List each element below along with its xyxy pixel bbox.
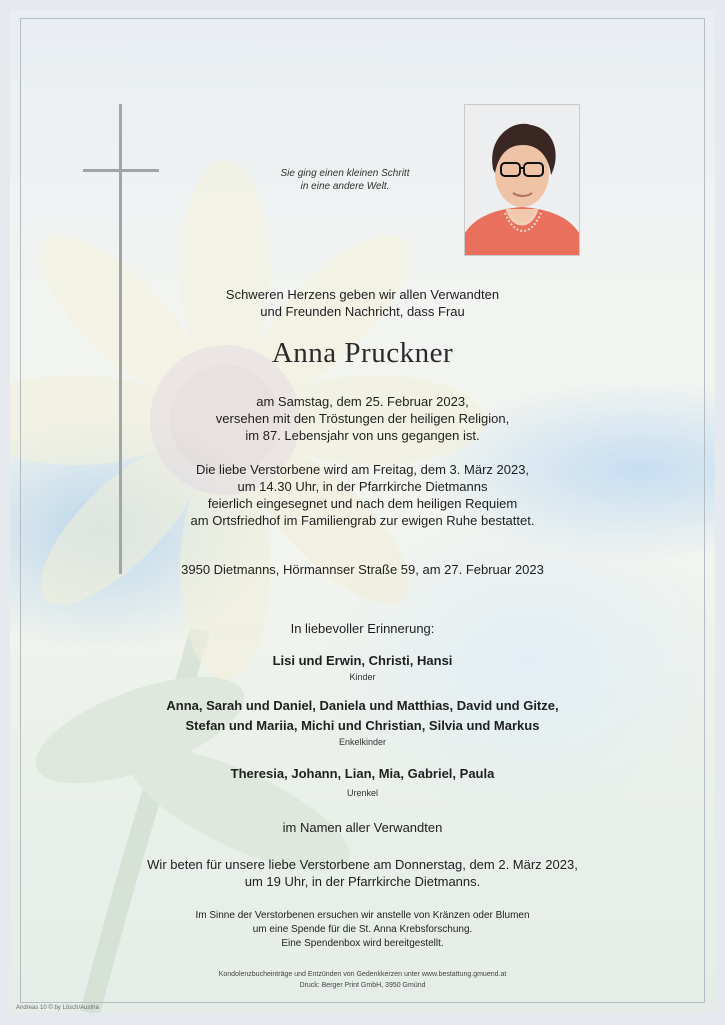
footer-info bbox=[10, 969, 715, 991]
prayer-info bbox=[10, 856, 715, 890]
children-label: Kinder bbox=[349, 672, 376, 682]
quote-line: Sie ging einen kleinen Schritt bbox=[280, 168, 410, 179]
donation-line: Im Sinne der Verstorbenen ersuchen wir anstelle von Kränzen oder Blumen bbox=[195, 910, 530, 921]
donation-line: Eine Spendenbox wird bereitgestellt. bbox=[281, 938, 444, 949]
grandchildren-names: Stefan und Mariia, Michi und Christian, Silvia und Markus bbox=[185, 718, 540, 733]
template-code: Andreas 10 © by Lösch/Austria bbox=[16, 1005, 99, 1011]
funeral-info-line: um 14.30 Uhr, in der Pfarrkirche Dietmanns bbox=[237, 479, 488, 494]
death-info-line: versehen mit den Tröstungen der heiligen Religion, bbox=[215, 411, 510, 426]
prayer-line: Wir beten für unsere liebe Verstorbene am Donnerstag, dem 2. März 2023, bbox=[147, 857, 578, 872]
great-grandchildren-label: Urenkel bbox=[346, 788, 378, 798]
great-grandchildren-names: Theresia, Johann, Lian, Mia, Gabriel, Paula bbox=[230, 766, 495, 781]
place-date: 3950 Dietmanns, Hörmannser Straße 59, am 27. Februar 2023 bbox=[181, 562, 544, 577]
death-info-line: am Samstag, dem 25. Februar 2023, bbox=[256, 394, 469, 409]
funeral-info-line: Die liebe Verstorbene wird am Freitag, dem 3. März 2023, bbox=[195, 462, 530, 477]
donation-line: um eine Spende für die St. Anna Krebsforschung. bbox=[252, 924, 473, 935]
quote bbox=[265, 167, 425, 193]
printer-line: Druck: Berger Print GmbH, 3950 Gmünd bbox=[299, 982, 426, 989]
deceased-name: Anna Pruckner bbox=[271, 337, 454, 369]
grandchildren-block bbox=[10, 696, 715, 748]
relatives-line: im Namen aller Verwandten bbox=[282, 820, 443, 835]
prayer-line: um 19 Uhr, in der Pfarrkirche Dietmanns. bbox=[244, 874, 481, 889]
intro-line: und Freunden Nachricht, dass Frau bbox=[260, 304, 465, 319]
funeral-info-line: feierlich eingesegnet und nach dem heiligen Requiem bbox=[207, 496, 518, 511]
grandchildren-label: Enkelkinder bbox=[338, 737, 387, 747]
children-names: Lisi und Erwin, Christi, Hansi bbox=[272, 653, 453, 668]
funeral-info-line: am Ortsfriedhof im Familiengrab zur ewigen Ruhe bestattet. bbox=[190, 513, 535, 528]
children-block bbox=[10, 651, 715, 683]
funeral-info bbox=[10, 461, 715, 529]
condolence-line: Kondolenzbucheinträge und Entzünden von Gedenkkerzen unter www.bestattung.gmuend.at bbox=[218, 971, 507, 978]
grandchildren-names: Anna, Sarah und Daniel, Daniela und Matthias, David und Gitze, bbox=[166, 698, 559, 713]
quote-line: in eine andere Welt. bbox=[300, 181, 390, 192]
parte-sheet bbox=[10, 10, 715, 1013]
intro-text bbox=[10, 286, 715, 320]
donation-info bbox=[10, 909, 715, 951]
memory-heading: In liebevoller Erinnerung: bbox=[290, 621, 435, 636]
portrait-image bbox=[465, 105, 579, 255]
cross-bar bbox=[83, 169, 159, 172]
intro-line: Schweren Herzens geben wir allen Verwandten bbox=[225, 287, 500, 302]
death-info bbox=[10, 393, 715, 444]
death-info-line: im 87. Lebensjahr von uns gegangen ist. bbox=[245, 428, 480, 443]
great-grandchildren-block bbox=[10, 764, 715, 799]
portrait-photo bbox=[464, 104, 580, 256]
